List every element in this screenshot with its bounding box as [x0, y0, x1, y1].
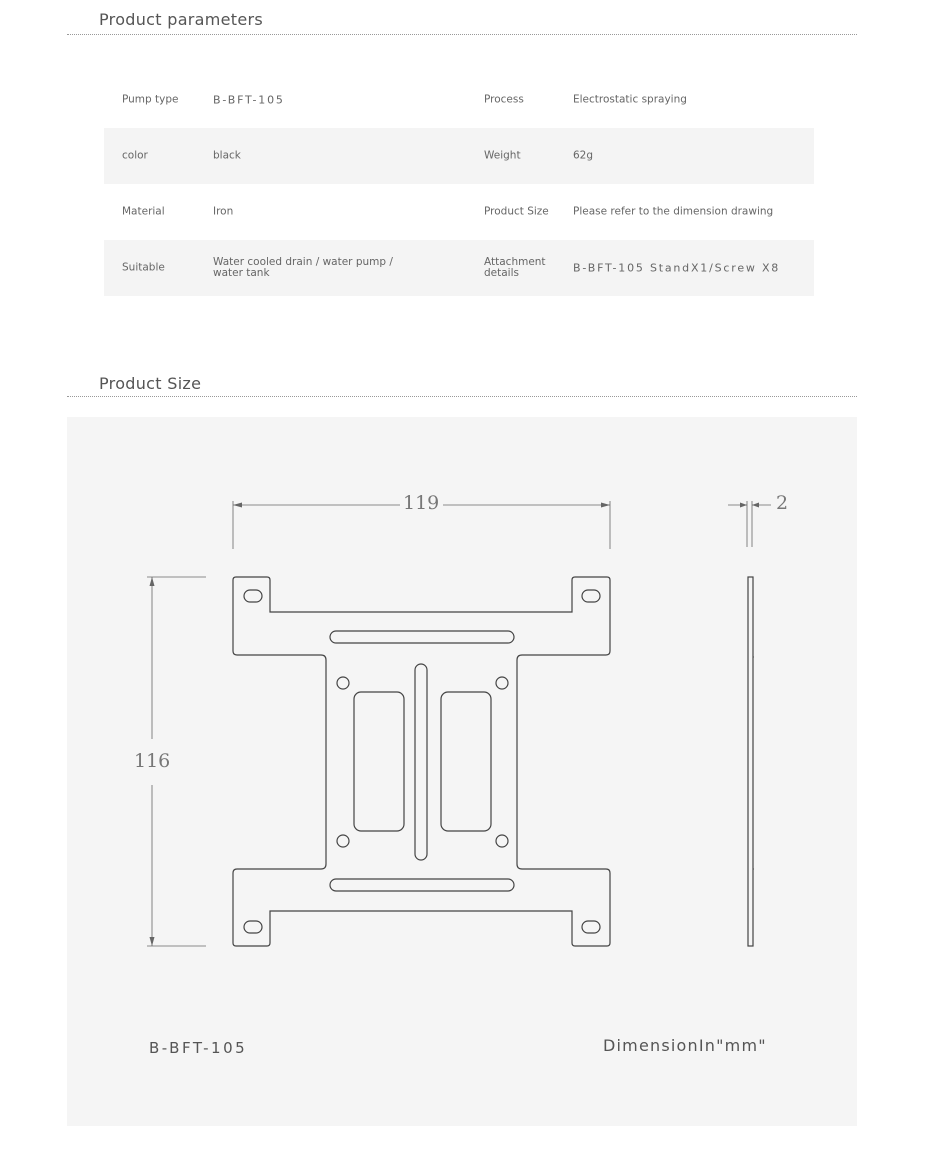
model-label: B-BFT-105	[149, 1039, 248, 1057]
param-value: B-BFT-105	[213, 93, 285, 107]
param-value: Electrostatic spraying	[573, 93, 687, 106]
product-parameters-title: Product parameters	[99, 10, 264, 29]
parameter-row	[104, 128, 814, 184]
param-value: black	[213, 149, 241, 162]
dimension-drawing	[67, 417, 857, 1126]
parameters-table	[104, 72, 814, 296]
divider	[67, 34, 857, 35]
param-value: 62g	[573, 149, 594, 162]
bracket-drawing	[67, 417, 857, 1126]
divider	[67, 396, 857, 397]
parameter-row	[104, 72, 814, 128]
units-label: DimensionIn"mm"	[603, 1036, 767, 1055]
param-value: Iron	[213, 205, 234, 218]
param-value: Please refer to the dimension drawing	[573, 205, 774, 218]
parameter-row	[104, 184, 814, 240]
parameter-row	[104, 240, 814, 296]
param-label: Weight	[484, 149, 521, 162]
param-value: B-BFT-105 StandX1/Screw X8	[573, 261, 781, 275]
param-value: Water cooled drain / water pump / water tank	[213, 256, 393, 279]
param-label: Process	[484, 93, 524, 106]
param-label: Pump type	[122, 93, 179, 106]
thickness-dimension-label: 2	[776, 492, 789, 514]
param-label: Product Size	[484, 205, 549, 218]
param-label: Material	[122, 205, 165, 218]
width-dimension-label: 119	[403, 492, 440, 514]
param-label: color	[122, 149, 148, 162]
product-size-title: Product Size	[99, 374, 202, 393]
height-dimension-label: 116	[134, 750, 171, 772]
param-label: Suitable	[122, 261, 165, 274]
param-label: Attachment details	[484, 256, 546, 279]
